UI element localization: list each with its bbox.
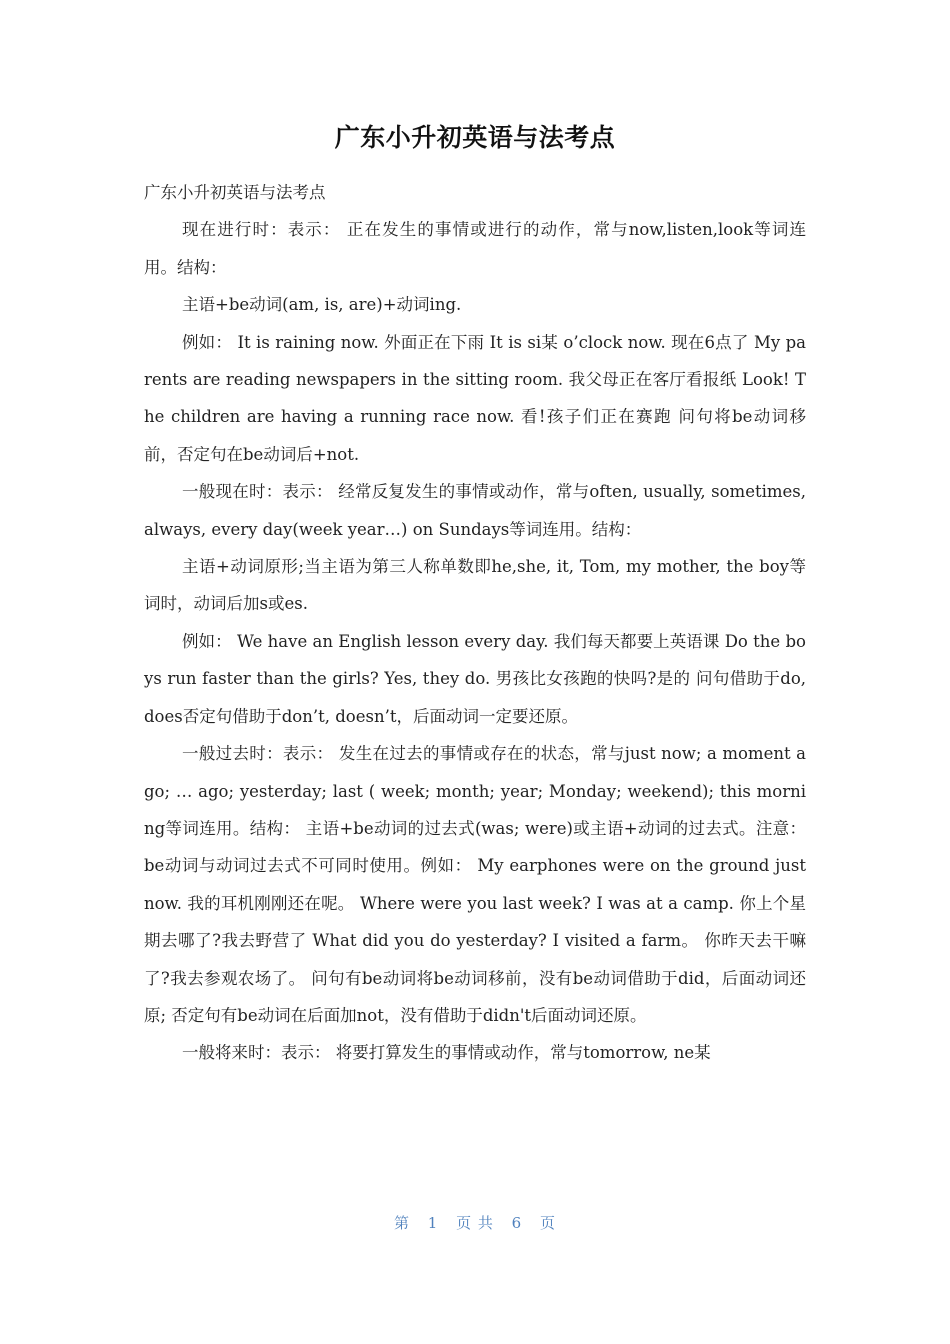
paragraph: 一般将来时：表示： 将要打算发生的事情或动作，常与tomorrow, ne某 (182, 1043, 711, 1063)
page-footer (0, 1212, 950, 1233)
paragraph: 例如： It is raining now. 外面正在下雨 It is si某 o’clock now. 现在6点了 My parents are reading newspapers in the sitting room. 我父母正在客厅看报纸 Look! The children are having a running race now. 看!孩子们正在赛跑 问句将be动词移前，否定句在be动词后+not. (144, 332, 806, 464)
paragraph: 主语+动词原形;当主语为第三人称单数即he,she, it, Tom, my mother, the boy等词时，动词后加s或es. (144, 557, 806, 614)
total-pages-number: 6 (511, 1214, 523, 1232)
paragraph: 现在进行时：表示： 正在发生的事情或进行的动作，常与now,listen,look等词连用。结构： (144, 220, 806, 277)
document-title: 广东小升初英语与法考点 (334, 123, 616, 152)
footer-label-of: 页 共 (456, 1214, 494, 1232)
footer-label-page: 第 (393, 1214, 410, 1232)
current-page-number: 1 (427, 1214, 439, 1232)
footer-label-pages: 页 (540, 1214, 557, 1232)
document-body (144, 174, 806, 1072)
paragraph: 一般现在时：表示： 经常反复发生的事情或动作，常与often, usually, sometimes, always, every day(week year…) on Sundays等词连用。结构： (144, 482, 806, 539)
paragraph: 广东小升初英语与法考点 (144, 183, 326, 202)
paragraph: 主语+be动词(am, is, are)+动词ing. (182, 295, 462, 315)
paragraph: 一般过去时：表示： 发生在过去的事情或存在的状态，常与just now; a moment ago; … ago; yesterday; last ( week; month; year; Monday; weekend); this morning等词连用。结构： 主语+be动词的过去式(was; were)或主语+动词的过去式。注意： be动词与动词过去式不可同时使用。例如： My earphones were on the ground just now. 我的耳机刚刚还在呢。 Where were you last week? I was at a camp. 你上个星期去哪了?我去野营了 What did you do yesterday? I visited a farm。 你昨天去干嘛了?我去参观农场了。 问句有be动词将be动词移前，没有be动词借助于did，后面动词还原; 否定句有be动词在后面加not，没有借助于didn't后面动词还原。 (144, 744, 806, 1025)
paragraph: 例如： We have an English lesson every day. 我们每天都要上英语课 Do the boys run faster than the girls? Yes, they do. 男孩比女孩跑的快吗?是的 问句借助于do, does否定句借助于don’t, doesn’t，后面动词一定要还原。 (144, 631, 806, 726)
